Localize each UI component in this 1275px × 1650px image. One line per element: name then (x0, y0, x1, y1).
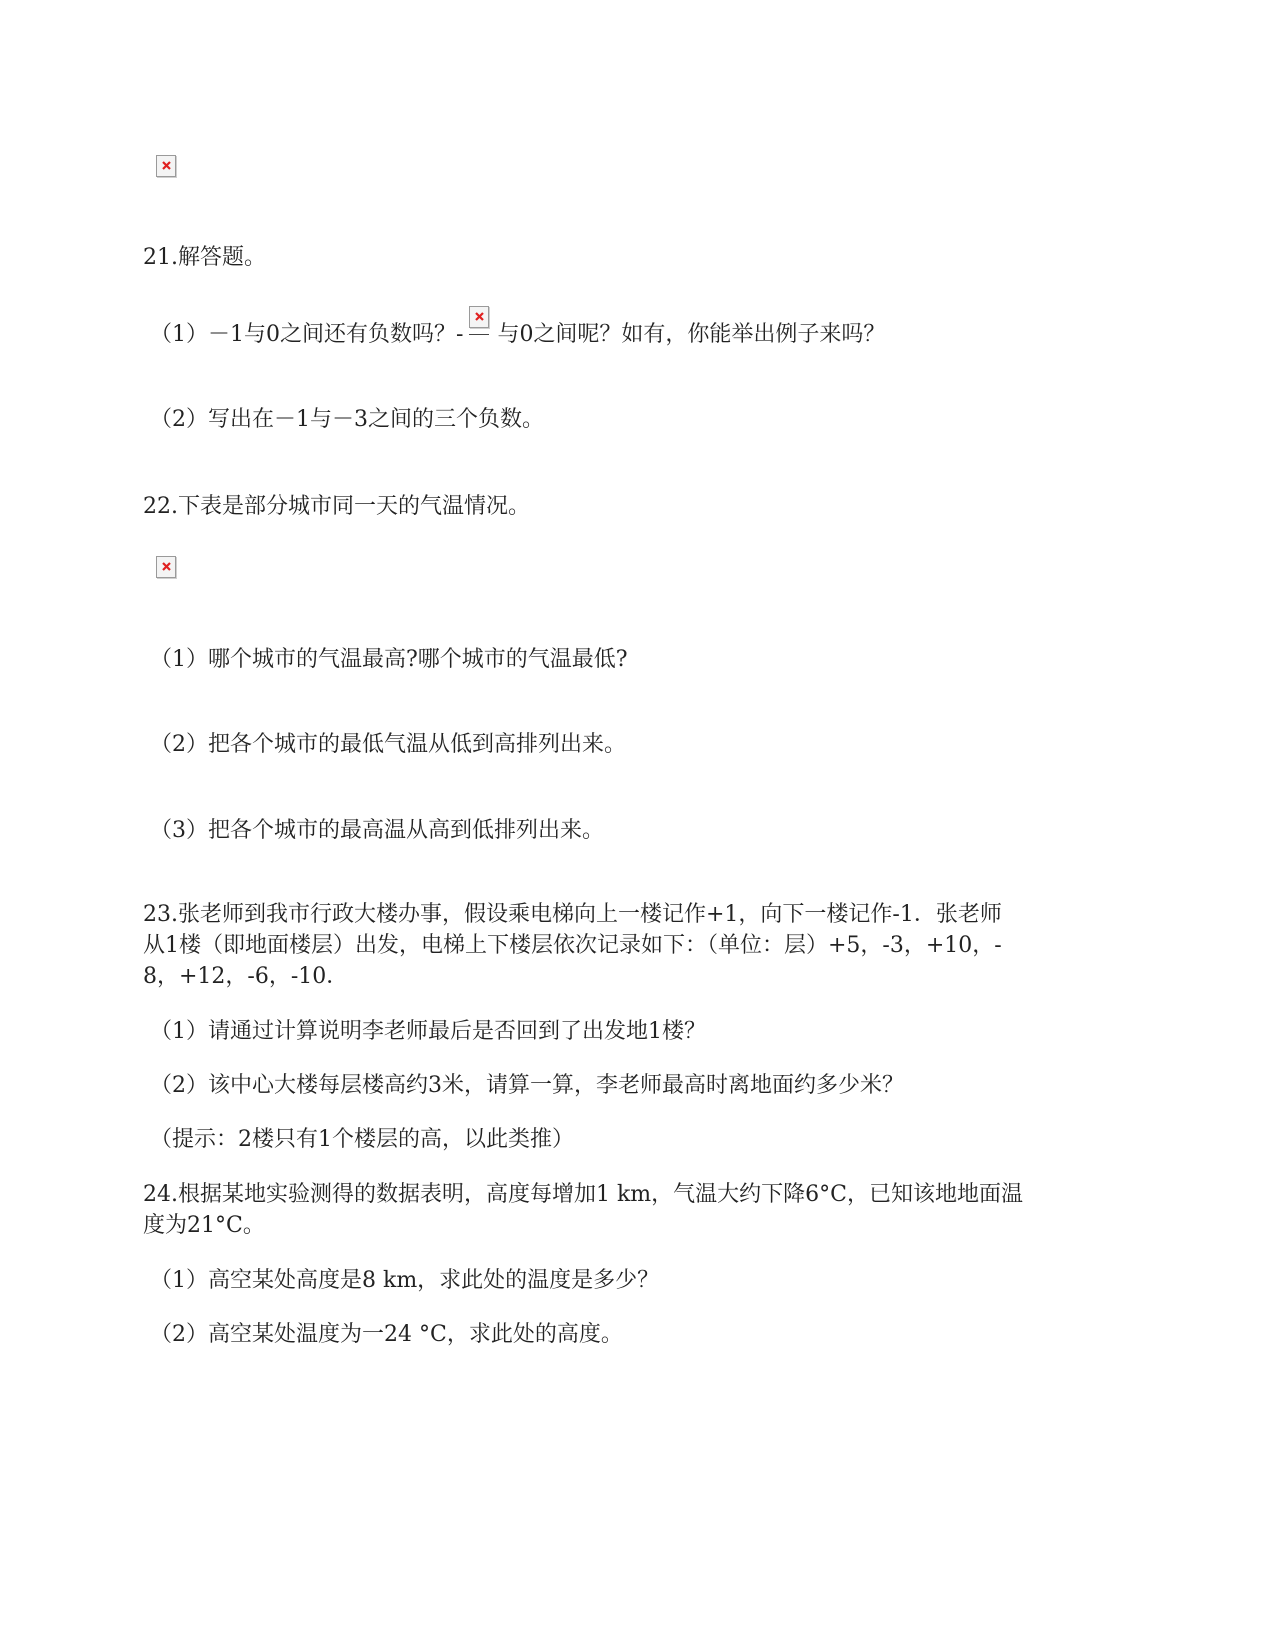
q21-title: 21.解答题。 (143, 245, 266, 270)
broken-image-placeholder (156, 155, 176, 177)
close-icon (474, 311, 485, 322)
q21-part1-before: （1）－1与0之间还有负数吗？- (150, 322, 464, 347)
q23-hint: （提示：2楼只有1个楼层的高，以此类推） (150, 1127, 574, 1152)
q21-part2: （2）写出在－1与－3之间的三个负数。 (150, 407, 544, 432)
q23-line2: 从1楼（即地面楼层）出发，电梯上下楼层依次记录如下：（单位：层）+5，-3，+10，- (143, 933, 1002, 958)
close-icon (161, 160, 172, 171)
q23-part1: （1）请通过计算说明李老师最后是否回到了出发地1楼？ (150, 1019, 706, 1044)
q24-line2: 度为21°C。 (143, 1213, 265, 1238)
q21-part1-after: 与0之间呢？如有，你能举出例子来吗？ (497, 322, 886, 347)
q23-line1: 23.张老师到我市行政大楼办事，假设乘电梯向上一楼记作+1，向下一楼记作-1．张老师 (143, 902, 1002, 927)
temperature-table-image (156, 556, 176, 578)
q22-part3: （3）把各个城市的最高温从高到低排列出来。 (150, 818, 604, 843)
q23-part2: （2）该中心大楼每层楼高约3米，请算一算，李老师最高时离地面约多少米？ (150, 1073, 904, 1098)
q24-part1: （1）高空某处高度是8 km，求此处的温度是多少？ (150, 1268, 660, 1293)
close-icon (161, 561, 172, 572)
q21-part1 (150, 320, 885, 350)
q22-part1: （1）哪个城市的气温最高?哪个城市的气温最低? (150, 647, 628, 672)
q24-part2: （2）高空某处温度为一24 °C，求此处的高度。 (150, 1322, 623, 1347)
q22-part2: （2）把各个城市的最低气温从低到高排列出来。 (150, 732, 626, 757)
fraction-bar (469, 334, 489, 335)
q24-line1: 24.根据某地实验测得的数据表明，高度每增加1 km，气温大约下降6°C，已知该地地面温 (143, 1182, 1024, 1207)
q22-title: 22.下表是部分城市同一天的气温情况。 (143, 494, 530, 519)
broken-image-placeholder (469, 306, 489, 328)
fraction-image (467, 320, 491, 350)
q23-line3: 8，+12，-6，-10． (143, 964, 349, 989)
